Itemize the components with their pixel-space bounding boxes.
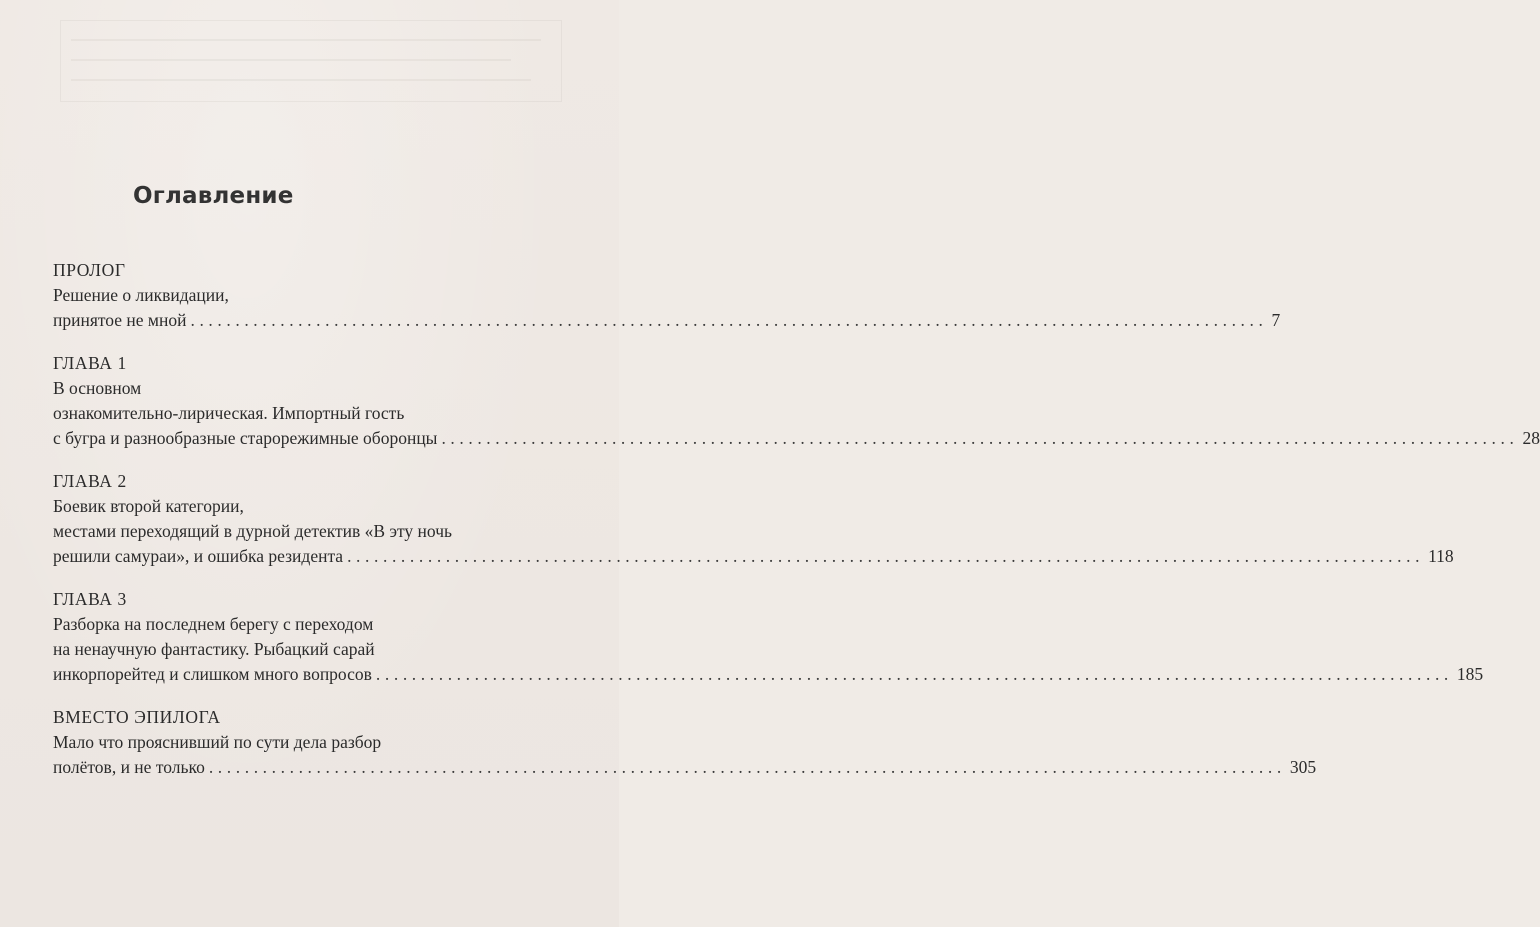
page-number: 28 bbox=[1522, 428, 1540, 448]
toc-line-text: решили самураи», и ошибка резидента bbox=[53, 546, 344, 566]
page-number: 185 bbox=[1456, 664, 1484, 684]
toc-line: Решение о ликвидации, bbox=[53, 285, 229, 305]
show-through-shadow bbox=[60, 20, 562, 102]
toc-last-line bbox=[53, 544, 1454, 569]
toc-line: ознакомительно-лирическая. Импортный гость bbox=[53, 403, 405, 423]
toc-line: Разборка на последнем берегу с переходом bbox=[53, 614, 374, 634]
toc-entry-chapter-3 bbox=[53, 587, 1484, 687]
dot-leader: ........................................................................................................................ bbox=[375, 664, 1453, 684]
toc-entry-chapter-1 bbox=[53, 351, 1540, 451]
toc-heading: ГЛАВА 2 bbox=[53, 471, 127, 491]
toc-line: Боевик второй категории, bbox=[53, 496, 244, 516]
toc-line: В основном bbox=[53, 378, 142, 398]
page-number: 7 bbox=[1271, 310, 1281, 330]
toc-line: Мало что прояснивший по сути дела разбор bbox=[53, 732, 382, 752]
toc-line-text: принятое не мной bbox=[53, 310, 187, 330]
table-of-contents bbox=[53, 258, 1540, 798]
toc-heading: ВМЕСТО ЭПИЛОГА bbox=[53, 707, 221, 727]
toc-entry-prologue bbox=[53, 258, 1281, 333]
dot-leader: ........................................................................................................................ bbox=[190, 310, 1268, 330]
toc-heading: ГЛАВА 1 bbox=[53, 353, 127, 373]
page-number: 305 bbox=[1289, 757, 1317, 777]
toc-line-text: с бугра и разнообразные старорежимные оборонцы bbox=[53, 428, 438, 448]
toc-heading: ПРОЛОГ bbox=[53, 260, 126, 280]
toc-last-line bbox=[53, 308, 1281, 333]
toc-heading: ГЛАВА 3 bbox=[53, 589, 127, 609]
toc-line-text: полётов, и не только bbox=[53, 757, 205, 777]
dot-leader: ........................................................................................................................ bbox=[347, 546, 1425, 566]
dot-leader: ........................................................................................................................ bbox=[208, 757, 1286, 777]
toc-last-line bbox=[53, 755, 1317, 780]
dot-leader: ........................................................................................................................ bbox=[441, 428, 1519, 448]
toc-line: на ненаучную фантастику. Рыбацкий сарай bbox=[53, 639, 375, 659]
toc-line: местами переходящий в дурной детектив «В эту ночь bbox=[53, 521, 452, 541]
page-title: Оглавление bbox=[133, 183, 294, 209]
toc-line-text: инкорпорейтед и слишком много вопросов bbox=[53, 664, 372, 684]
toc-last-line bbox=[53, 662, 1484, 687]
page-number: 118 bbox=[1428, 546, 1454, 566]
toc-entry-chapter-2 bbox=[53, 469, 1454, 569]
toc-entry-epilogue bbox=[53, 705, 1317, 780]
toc-last-line bbox=[53, 426, 1540, 451]
